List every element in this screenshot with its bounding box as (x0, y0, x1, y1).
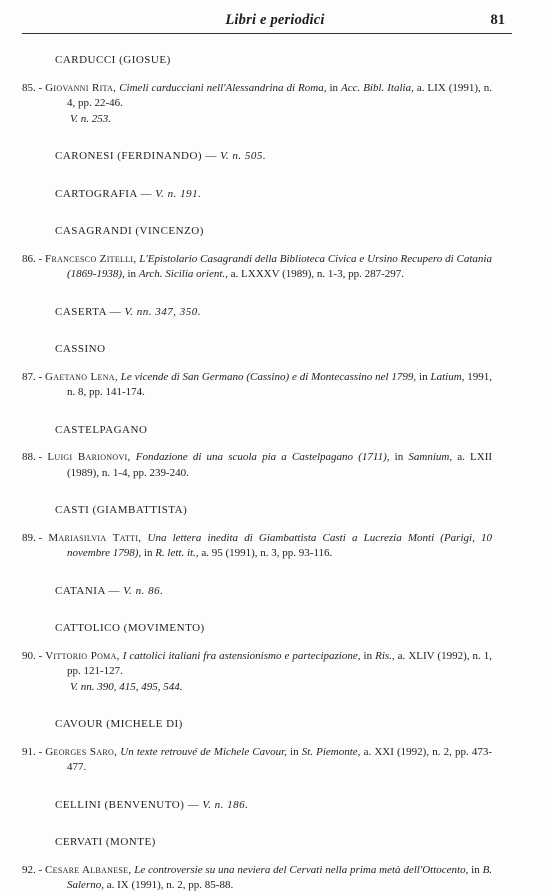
subject-heading (55, 584, 492, 600)
bibliography-entry (22, 450, 493, 481)
entry-number: 92. - (22, 863, 43, 876)
entry-journal: St. Piemonte, (301, 745, 361, 758)
page-number: 81 (490, 12, 505, 28)
entry-title: Cimeli carducciani nell'Alessandrina di Roma, (119, 81, 327, 94)
subject-heading (55, 53, 492, 69)
entry-author: Cesare Albanese, (45, 863, 132, 876)
heading-separator: — (205, 150, 217, 162)
entry-journal: Samnium, (408, 451, 453, 463)
entry-in: in (329, 81, 338, 94)
entry-in: in (471, 863, 480, 876)
header-rule (22, 33, 512, 34)
entry-in: in (394, 451, 404, 463)
entry-number: 89. - (22, 531, 43, 544)
entry-details: 1991, n. 8, pp. 141-174. (67, 370, 493, 398)
running-title: Libri e periodici (225, 12, 325, 28)
entry-details: a. 95 (1991), n. 3, pp. 93-116. (201, 547, 333, 559)
subject-heading-text: CARONESI (FERDINANDO) (55, 150, 203, 162)
bibliography-entry (22, 252, 492, 283)
entry-author: Vittorio Poma, (45, 649, 120, 662)
entry-number: 91. - (22, 745, 43, 758)
subject-heading (55, 149, 492, 165)
entry-author: Georges Saro, (45, 745, 118, 758)
see-also-text: V. nn. 390, 415, 495, 544. (70, 680, 183, 693)
subject-heading (55, 621, 492, 637)
entry-author: Luigi Barionovi, (47, 451, 131, 463)
heading-separator: — (187, 798, 200, 811)
entry-title: Fondazione di una scuola pia a Castelpagano (1711), (135, 451, 390, 463)
entry-details: a. XLIV (1992), n. 1, pp. 121-127. (67, 649, 493, 677)
subject-heading-text: CASTELPAGANO (55, 423, 148, 436)
subject-heading-text: CASERTA (55, 305, 107, 318)
entry-author: Mariasilvia Tatti, (48, 531, 142, 544)
subject-heading (55, 798, 492, 814)
entry-journal: B. Salerno, (67, 863, 493, 891)
entry-see-also (70, 112, 492, 128)
subject-heading-text: CELLINI (BENVENUTO) (55, 798, 185, 811)
entry-title: Le controversie su una neviera del Cervati nella prima metà dell'Ottocento, (134, 863, 469, 876)
subject-heading (55, 187, 492, 203)
subject-heading-text: CATANIA (55, 584, 106, 597)
entry-number: 90. - (22, 649, 43, 662)
subject-heading-text: CASTI (GIAMBATTISTA) (55, 504, 188, 516)
subject-heading-text: CARTOGRAFIA (55, 187, 138, 200)
page-header (0, 11, 550, 35)
entry-in: in (127, 268, 137, 280)
entry-title: Un texte retrouvé de Michele Cavour, (120, 745, 287, 758)
entry-in: in (419, 370, 428, 383)
subject-heading (55, 835, 492, 851)
entry-number: 86. - (22, 252, 43, 265)
subject-heading-text: CASAGRANDI (VINCENZO) (55, 225, 204, 237)
entry-title: I cattolici italiani fra astensionismo e partecipazione, (122, 649, 361, 662)
entry-journal: Acc. Bibl. Italia, (340, 81, 414, 94)
entry-title: Le vicende di San Germano (Cassino) e di Montecassino nel 1799, (120, 370, 417, 383)
entry-number: 87. - (22, 370, 43, 383)
entry-in: in (363, 649, 373, 662)
entry-number: 85. - (22, 81, 43, 94)
entry-details: a. LIX (1991), n. 4, pp. 22-46. (67, 81, 493, 109)
subject-heading-text: CASSINO (55, 343, 106, 355)
entry-number: 88. - (22, 451, 43, 463)
subject-heading-text: CATTOLICO (MOVIMENTO) (55, 622, 205, 634)
entry-author: Francesco Zitelli, (45, 252, 137, 265)
entry-title: L'Epistolario Casagrandi della Biblioteca Civica e Ursino Recupero di Catania (1869-1938), (67, 252, 492, 280)
cross-reference: V. n. 186. (202, 798, 249, 811)
cross-reference: V. n. 505. (220, 150, 267, 162)
heading-separator: — (140, 187, 153, 200)
bibliography-entry (22, 531, 492, 562)
subject-heading-text: CAVOUR (MICHELE DI) (55, 718, 183, 730)
entry-author: Gaetano Lena, (45, 370, 118, 383)
subject-heading (55, 342, 492, 358)
subject-heading-text: CARDUCCI (GIOSUE) (55, 54, 171, 66)
bibliography-entry (22, 863, 493, 894)
subject-heading (55, 717, 492, 733)
entry-details: a. LXII (1989), n. 1-4, pp. 239-240. (67, 451, 493, 479)
entry-in: in (143, 547, 153, 559)
entry-journal: Arch. Sicilia orient., (138, 268, 228, 280)
subject-heading (55, 423, 492, 439)
heading-separator: — (109, 305, 122, 318)
cross-reference: V. n. 191. (155, 187, 202, 200)
entry-details: a. XXI (1992), n. 2, pp. 473-477. (67, 745, 492, 773)
see-also-text: V. n. 253. (70, 112, 112, 125)
heading-separator: — (108, 584, 121, 597)
entry-details: a. IX (1991), n. 2, pp. 85-88. (106, 879, 234, 891)
subject-heading-text: CERVATI (MONTE) (55, 836, 156, 848)
entry-in: in (290, 745, 299, 758)
bibliography-list (22, 53, 492, 894)
bibliography-entry (22, 649, 493, 696)
entry-author: Giovanni Rita, (45, 81, 117, 94)
bibliography-entry (22, 745, 492, 776)
entry-journal: Latium, (430, 370, 465, 383)
entry-journal: Ris., (375, 649, 395, 662)
cross-reference: V. nn. 347, 350. (124, 305, 202, 318)
subject-heading (55, 503, 492, 519)
subject-heading (55, 224, 492, 240)
entry-see-also (70, 680, 492, 696)
subject-heading (55, 305, 492, 321)
bibliography-entry (22, 370, 493, 401)
entry-journal: R. lett. it., (155, 547, 199, 559)
entry-title: Una lettera inedita di Giambattista Casti a Lucrezia Monti (Parigi, 10 novembre 1798), (67, 531, 492, 559)
bibliography-entry (22, 81, 493, 128)
cross-reference: V. n. 86. (123, 584, 164, 597)
entry-details: a. LXXXV (1989), n. 1-3, pp. 287-297. (230, 268, 405, 280)
